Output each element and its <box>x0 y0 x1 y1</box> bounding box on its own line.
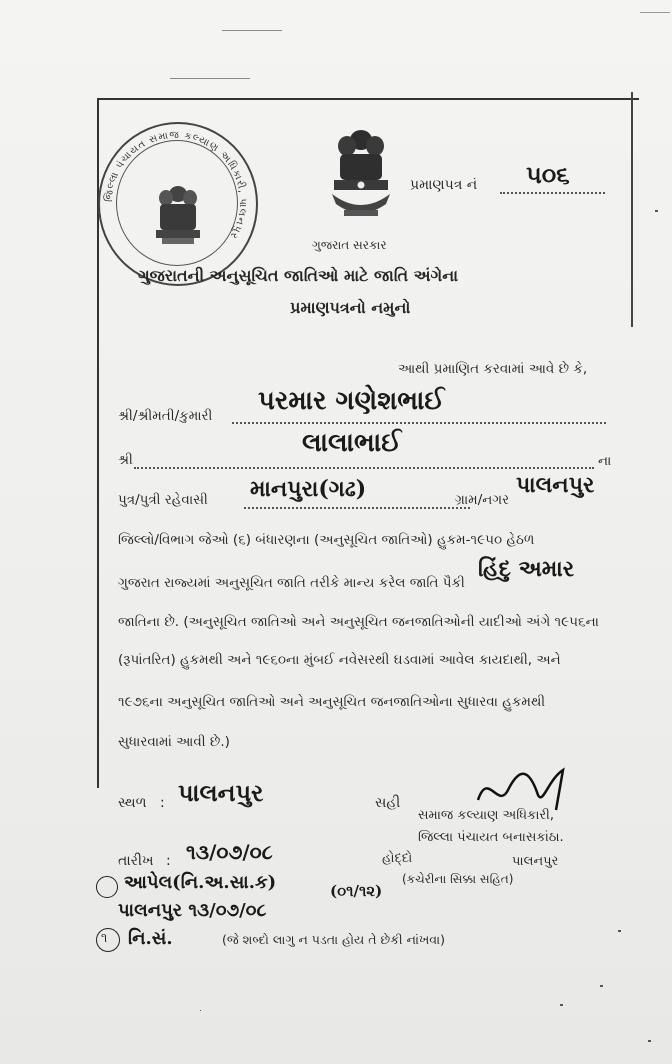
resident-label: પુત્ર/પુત્રી રહેવાસી <box>118 492 208 508</box>
body-line-4: (રૂપાંતરિત) હુકમથી અને ૧૯૬૦ના મુંબઈ નવેસરથી ઘડવામાં આવેલ કાયદાથી, અને <box>118 652 561 668</box>
scan-speck <box>200 1010 201 1011</box>
place-value: પાલનપુર <box>178 778 264 807</box>
date-colon: : <box>166 853 171 869</box>
seal-lion-emblem-icon <box>150 182 206 252</box>
date-value: ૧૩/૦૭/૦૮ <box>186 840 273 864</box>
certificate-title-line2: પ્રમાણપત્રનો નમુનો <box>290 298 411 317</box>
date-label: તારીખ <box>118 853 154 869</box>
body-line-5: ૧૯૭૬ના અનુસૂચિત જાતિઓ અને અનુસૂચિત જનજાતિઓના સુધારવા હુકમથી <box>118 694 546 710</box>
annotation-line1-b: (૦૧/૧૨) <box>330 882 383 900</box>
annotation-line3: નિ.સં. <box>128 928 173 949</box>
place-label: સ્થળ <box>118 795 147 811</box>
post-label: હોદ્દો <box>382 851 413 866</box>
top-mark <box>170 78 250 79</box>
annotation-circle <box>96 876 118 898</box>
name-value: પરમાર ગણેશભાઈ <box>258 386 445 416</box>
scan-speck <box>655 210 658 212</box>
cert-no-value: ૫૦૬ <box>526 160 570 189</box>
place-colon: : <box>160 795 165 811</box>
resident-line <box>244 507 470 509</box>
resident-value: માનપુરા(ગઢ) <box>250 476 367 502</box>
body-line-2: ગુજરાત રાજ્યમાં અનુસૂચિત જાતિ તરીકે માન્ય કરેલ જાતિ પૈકી <box>118 575 465 591</box>
annotation-number-circle <box>96 928 120 952</box>
body-line-1: જિલ્લો/વિભાગ જેઓ (૬) બંધારણના (અનુસૂચિત જાતિઓ) હુકમ-૧૯૫૦ હેઠળ <box>118 532 535 548</box>
name-line <box>232 422 606 424</box>
certificate-title-line1: ગુજરાતની અનુસૂચિત જાતિઓ માટે જાતિ અંગેના <box>138 266 459 285</box>
svg-text:જિલ્લા પંચાયત સમાજ કલ્યાણ અધિક: જિલ્લા પંચાયત સમાજ કલ્યાણ અધિકારી, પાલનપુર <box>103 129 249 241</box>
name-label: શ્રી/શ્રીમતી/કુમારી <box>118 408 213 424</box>
post-city: પાલનપુર <box>512 854 559 869</box>
cert-no-label: પ્રમાણપત્ર નં <box>410 177 478 193</box>
top-mark <box>640 12 670 13</box>
scan-speck <box>560 1004 563 1006</box>
body-line-6: સુધારવામાં આવી છે.) <box>118 734 230 750</box>
cert-no-line <box>500 192 605 194</box>
father-line <box>134 467 594 469</box>
scan-speck <box>648 1040 651 1042</box>
scan-speck <box>618 930 621 932</box>
body-line-3: જાતિના છે. (અનુસૂચિત જાતિઓ અને અનુસૂચિત જનજાતિઓની યાદીઓ અંગે ૧૯૫૬ના <box>118 614 599 630</box>
designation-line1: સમાજ કલ્યાણ અધિકારી, <box>418 808 554 823</box>
city-label: ગ્રામ/નગર <box>455 492 510 508</box>
top-mark <box>222 30 282 31</box>
strike-instruction: (જે શબ્દો લાગુ ન પડતા હોય તે છેકી નાંખવા) <box>222 932 445 947</box>
annotation-line1: આપેલ(નિ.અ.સા.ક) <box>124 872 277 893</box>
annotation-number: ૧ <box>101 931 108 946</box>
father-value: લાલાભાઈ <box>302 428 402 458</box>
government-name: ગુજરાત સરકાર <box>312 238 387 252</box>
ashoka-emblem-icon <box>326 124 396 228</box>
annotation-line2: પાલનપુર ૧૩/૦૭/૦૮ <box>118 900 267 921</box>
caste-value: હિંદુ અમાર <box>478 556 575 582</box>
office-seal-note: (કચેરીના સિક્કા સહિત) <box>402 872 514 886</box>
city-value: પાલનપુર <box>516 472 595 498</box>
father-suffix: ના <box>598 453 612 469</box>
frame-right-edge <box>631 92 633 327</box>
scan-speck <box>600 985 603 987</box>
intro-text: આથી પ્રમાણિત કરવામાં આવે છે કે, <box>398 361 588 377</box>
father-label: શ્રી <box>118 452 133 468</box>
designation-line2: જિલ્લા પંચાયત બનાસકાંઠા. <box>418 830 564 845</box>
signature-label: સહી <box>375 795 401 811</box>
